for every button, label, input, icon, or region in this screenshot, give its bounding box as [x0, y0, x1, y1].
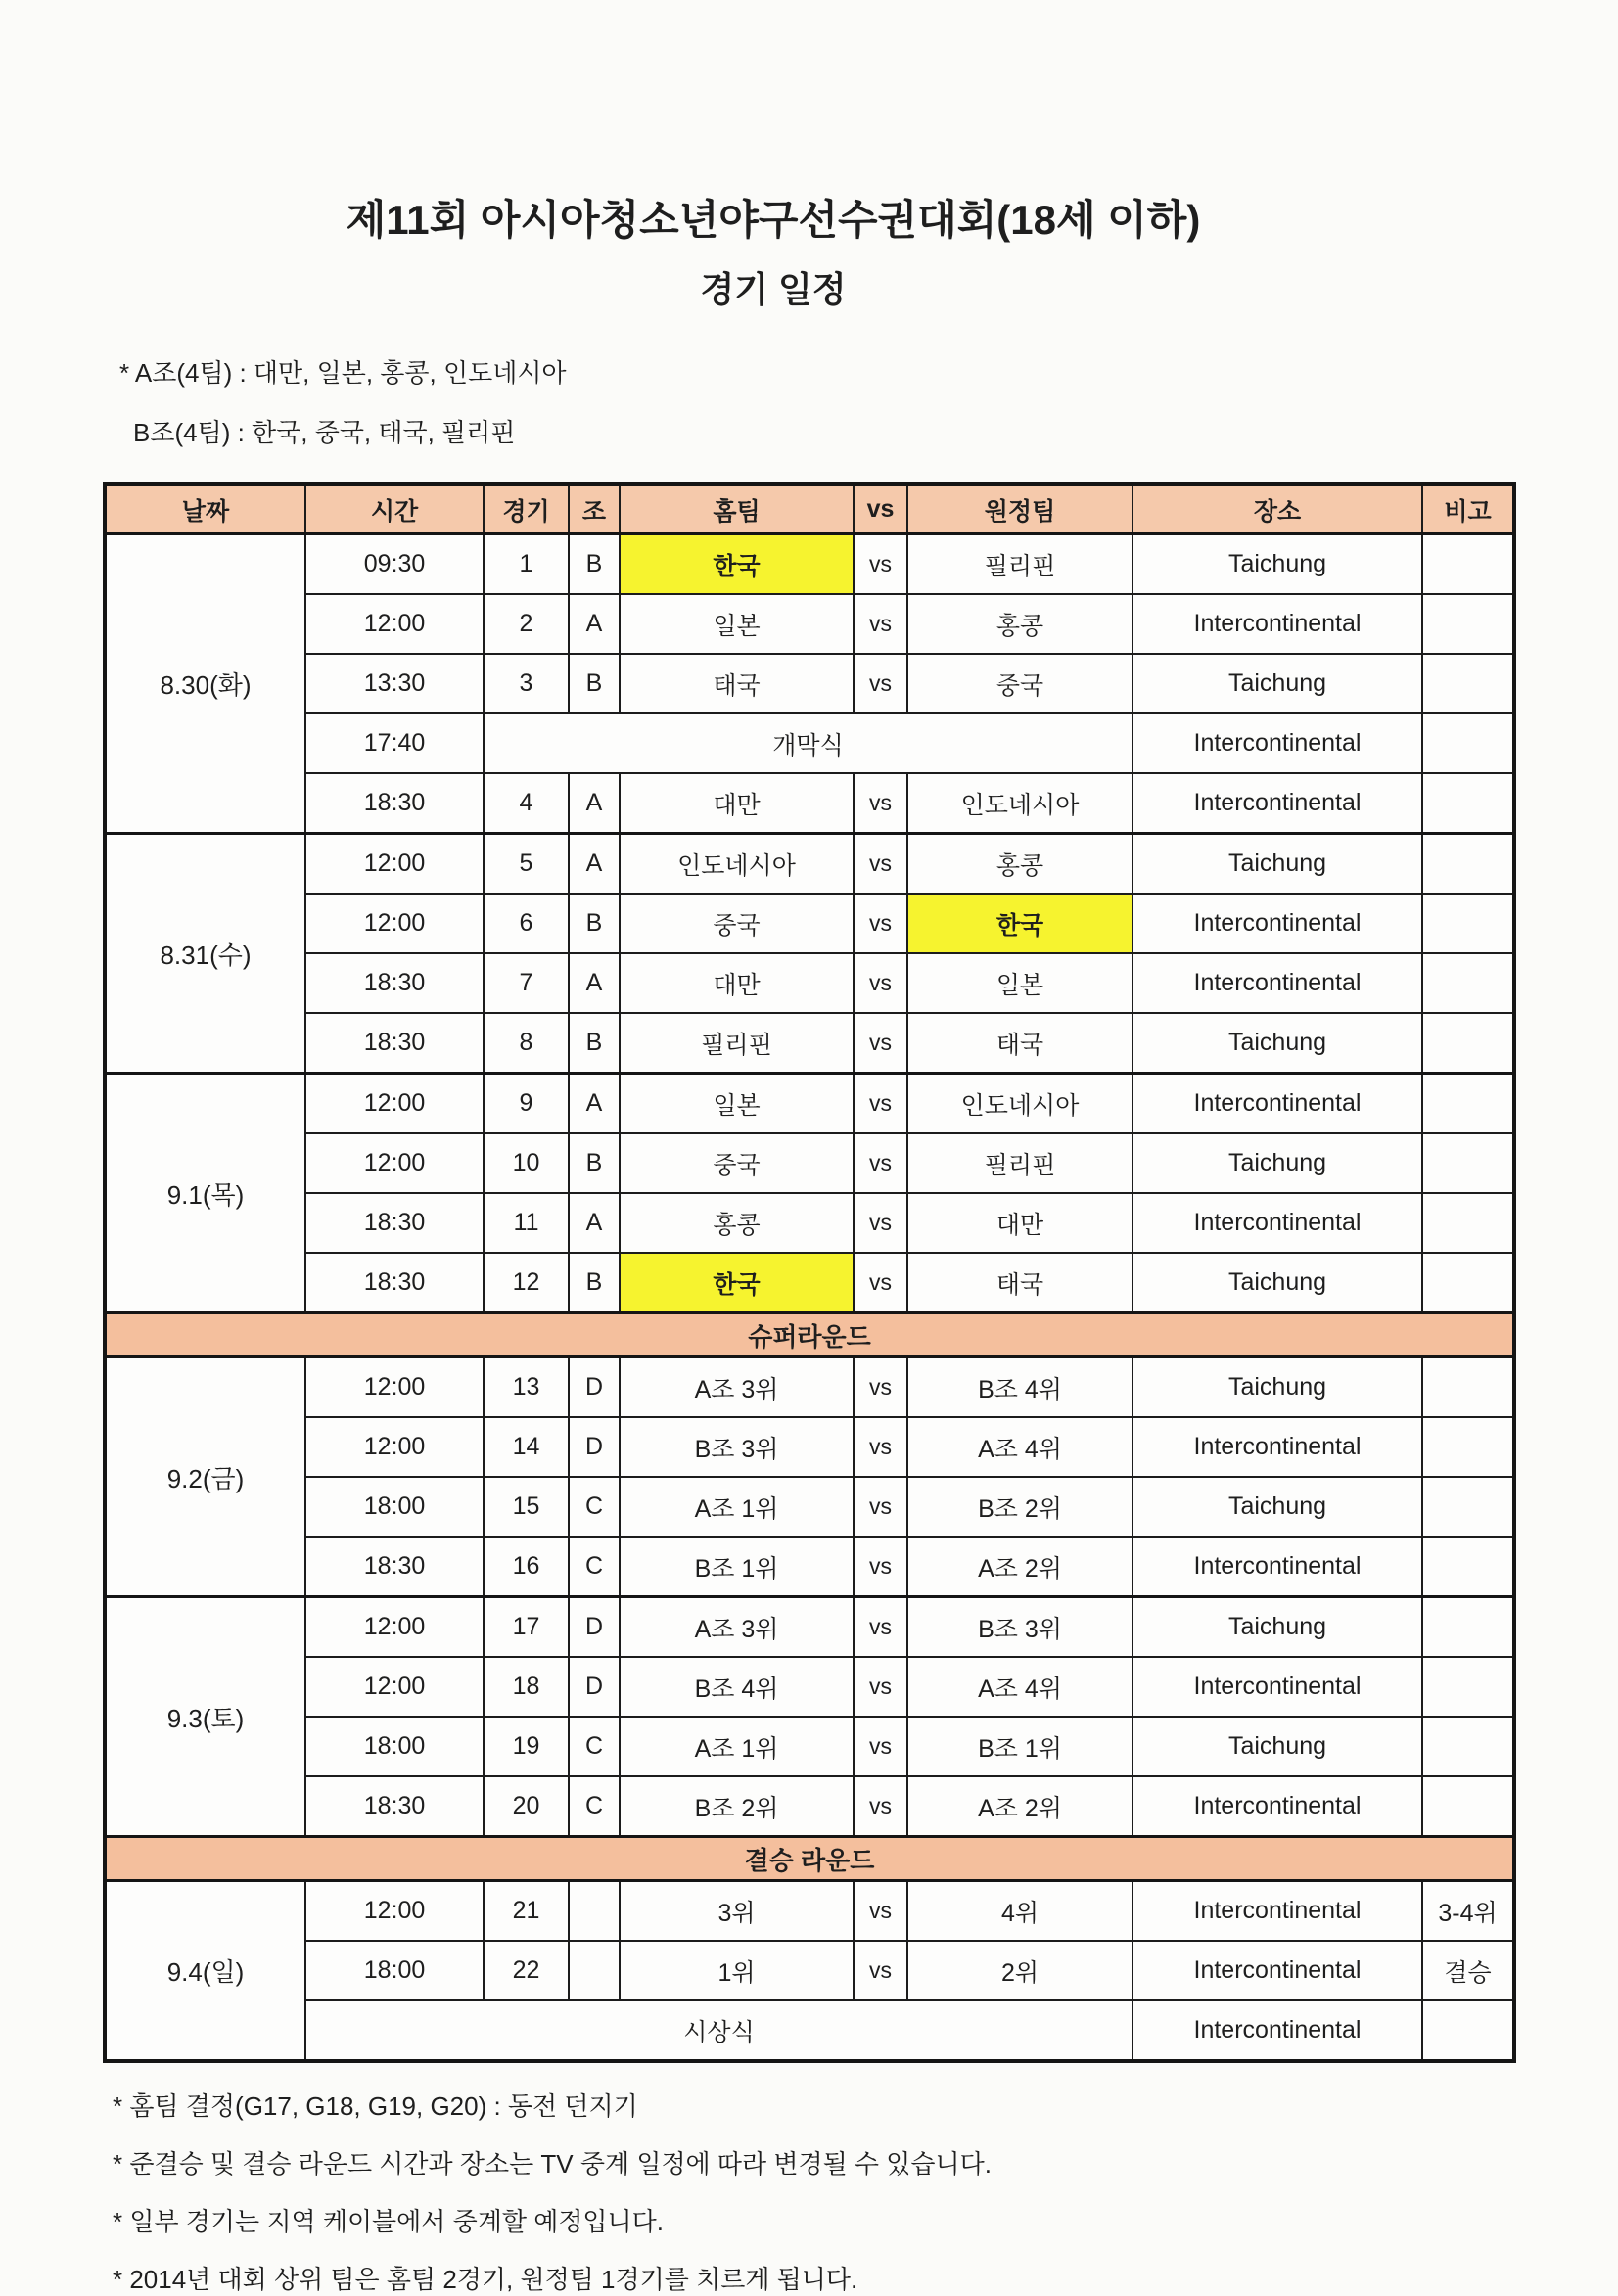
game-row — [105, 1776, 1514, 1837]
cell-home-team: 대만 — [620, 773, 854, 834]
game-row — [105, 534, 1514, 595]
cell-remark — [1422, 1133, 1514, 1193]
game-row — [105, 1597, 1514, 1658]
cell-away-team: 2위 — [907, 1941, 1133, 2000]
cell-vs: vs — [854, 834, 907, 895]
game-row — [105, 1357, 1514, 1418]
game-row — [105, 1717, 1514, 1776]
cell-time: 12:00 — [305, 594, 484, 654]
cell-home-team: 중국 — [620, 894, 854, 953]
cell-vs: vs — [854, 1133, 907, 1193]
footnote-3: * 2014년 대회 상위 팀은 홈팀 2경기, 원정팀 1경기를 치르게 됩니다. — [113, 2265, 858, 2294]
table-body — [105, 534, 1514, 2062]
cell-game-no: 6 — [484, 894, 569, 953]
cell-time: 12:00 — [305, 1074, 484, 1134]
col-header-6: 원정팀 — [907, 484, 1133, 534]
cell-remark — [1422, 594, 1514, 654]
game-row — [105, 1074, 1514, 1134]
cell-away-team: B조 3위 — [907, 1597, 1133, 1658]
cell-game-no: 17 — [484, 1597, 569, 1658]
document-title: 제11회 아시아청소년야구선수권대회(18세 이하) — [346, 197, 1201, 243]
cell-time: 12:00 — [305, 1657, 484, 1717]
round-band-label: 결승 라운드 — [105, 1837, 1514, 1881]
cell-game-no: 2 — [484, 594, 569, 654]
cell-venue: Taichung — [1133, 654, 1422, 713]
cell-home-team: B조 3위 — [620, 1417, 854, 1477]
date-cell: 8.31(수) — [105, 834, 305, 1074]
cell-home-team: 인도네시아 — [620, 834, 854, 895]
cell-remark — [1422, 773, 1514, 834]
cell-group: A — [569, 773, 620, 834]
cell-game-no: 20 — [484, 1776, 569, 1837]
cell-away-team: 4위 — [907, 1881, 1133, 1942]
col-header-3: 조 — [569, 484, 620, 534]
cell-remark — [1422, 1013, 1514, 1074]
cell-home-team: 한국 — [620, 1253, 854, 1313]
cell-home-team: 대만 — [620, 953, 854, 1013]
cell-home-team: A조 3위 — [620, 1357, 854, 1418]
cell-venue: Taichung — [1133, 1477, 1422, 1537]
cell-away-team: 태국 — [907, 1013, 1133, 1074]
cell-game-no: 11 — [484, 1193, 569, 1253]
cell-home-team: A조 3위 — [620, 1597, 854, 1658]
cell-group: A — [569, 594, 620, 654]
cell-group — [569, 1881, 620, 1942]
table-header — [105, 484, 1514, 534]
cell-remark — [1422, 2000, 1514, 2061]
cell-remark — [1422, 1717, 1514, 1776]
cell-home-team: 한국 — [620, 534, 854, 595]
col-header-2: 경기 — [484, 484, 569, 534]
cell-event-label: 개막식 — [484, 713, 1133, 773]
round-band-label: 슈퍼라운드 — [105, 1313, 1514, 1357]
cell-group: D — [569, 1357, 620, 1418]
cell-away-team: 중국 — [907, 654, 1133, 713]
cell-game-no: 12 — [484, 1253, 569, 1313]
cell-away-team: 인도네시아 — [907, 1074, 1133, 1134]
title-block — [98, 188, 1449, 312]
cell-group — [569, 1941, 620, 2000]
cell-venue: Taichung — [1133, 1597, 1422, 1658]
footnote-1: * 준결승 및 결승 라운드 시간과 장소는 TV 중계 일정에 따라 변경될 수 있습니다. — [113, 2149, 992, 2179]
cell-away-team: 필리핀 — [907, 534, 1133, 595]
cell-venue: Intercontinental — [1133, 1537, 1422, 1597]
cell-game-no: 3 — [484, 654, 569, 713]
cell-game-no: 21 — [484, 1881, 569, 1942]
cell-home-team: 필리핀 — [620, 1013, 854, 1074]
col-header-0: 날짜 — [105, 484, 305, 534]
date-cell: 8.30(화) — [105, 534, 305, 834]
cell-game-no: 7 — [484, 953, 569, 1013]
cell-time: 18:00 — [305, 1941, 484, 2000]
cell-game-no: 16 — [484, 1537, 569, 1597]
cell-group: A — [569, 1193, 620, 1253]
cell-vs: vs — [854, 1074, 907, 1134]
cell-group: C — [569, 1717, 620, 1776]
game-row — [105, 1537, 1514, 1597]
cell-vs: vs — [854, 894, 907, 953]
cell-away-team: B조 4위 — [907, 1357, 1133, 1418]
cell-group: D — [569, 1657, 620, 1717]
cell-venue: Taichung — [1133, 534, 1422, 595]
cell-group: B — [569, 1013, 620, 1074]
col-header-8: 비고 — [1422, 484, 1514, 534]
cell-venue: Intercontinental — [1133, 894, 1422, 953]
cell-vs: vs — [854, 1537, 907, 1597]
cell-time: 18:30 — [305, 1253, 484, 1313]
cell-venue: Taichung — [1133, 1013, 1422, 1074]
cell-home-team: A조 1위 — [620, 1717, 854, 1776]
cell-time: 17:40 — [305, 713, 484, 773]
cell-time: 18:30 — [305, 1537, 484, 1597]
document-subtitle: 경기 일정 — [700, 269, 847, 309]
round-band-row — [105, 1837, 1514, 1881]
cell-group: C — [569, 1477, 620, 1537]
cell-remark — [1422, 834, 1514, 895]
cell-venue: Intercontinental — [1133, 773, 1422, 834]
cell-venue: Intercontinental — [1133, 1881, 1422, 1942]
game-row — [105, 594, 1514, 654]
round-band-row — [105, 1313, 1514, 1357]
cell-time: 09:30 — [305, 534, 484, 595]
cell-group: C — [569, 1537, 620, 1597]
cell-remark — [1422, 1776, 1514, 1837]
cell-vs: vs — [854, 1657, 907, 1717]
cell-time: 18:00 — [305, 1717, 484, 1776]
cell-home-team: B조 1위 — [620, 1537, 854, 1597]
footnote-0: * 홈팀 결정(G17, G18, G19, G20) : 동전 던지기 — [113, 2091, 638, 2121]
cell-game-no: 10 — [484, 1133, 569, 1193]
cell-group: B — [569, 894, 620, 953]
cell-game-no: 22 — [484, 1941, 569, 2000]
cell-group: C — [569, 1776, 620, 1837]
cell-group: B — [569, 654, 620, 713]
cell-home-team: 1위 — [620, 1941, 854, 2000]
cell-time: 18:30 — [305, 773, 484, 834]
group-notes — [119, 353, 1618, 449]
cell-remark: 결승 — [1422, 1941, 1514, 2000]
cell-time: 12:00 — [305, 894, 484, 953]
game-row — [105, 1881, 1514, 1942]
game-row — [105, 1657, 1514, 1717]
cell-away-team: A조 4위 — [907, 1417, 1133, 1477]
cell-home-team: A조 1위 — [620, 1477, 854, 1537]
cell-time: 12:00 — [305, 1133, 484, 1193]
footnotes — [113, 2087, 1618, 2296]
col-header-7: 장소 — [1133, 484, 1422, 534]
game-row — [105, 1417, 1514, 1477]
cell-game-no: 14 — [484, 1417, 569, 1477]
game-row — [105, 953, 1514, 1013]
game-row — [105, 1193, 1514, 1253]
cell-away-team: 일본 — [907, 953, 1133, 1013]
cell-vs: vs — [854, 1253, 907, 1313]
cell-home-team: 3위 — [620, 1881, 854, 1942]
cell-group: A — [569, 834, 620, 895]
cell-remark — [1422, 1253, 1514, 1313]
footnote-2: * 일부 경기는 지역 케이블에서 중계할 예정입니다. — [113, 2207, 665, 2236]
cell-venue: Intercontinental — [1133, 1417, 1422, 1477]
cell-vs: vs — [854, 594, 907, 654]
cell-time: 12:00 — [305, 1881, 484, 1942]
cell-home-team: 일본 — [620, 1074, 854, 1134]
cell-remark — [1422, 534, 1514, 595]
cell-away-team: 인도네시아 — [907, 773, 1133, 834]
game-row — [105, 1253, 1514, 1313]
cell-home-team: 태국 — [620, 654, 854, 713]
game-row — [105, 1133, 1514, 1193]
cell-group: B — [569, 1133, 620, 1193]
group-note-b: B조(4팀) : 한국, 중국, 태국, 필리핀 — [133, 418, 516, 447]
cell-venue: Intercontinental — [1133, 713, 1422, 773]
col-header-5: vs — [854, 484, 907, 534]
cell-time: 18:30 — [305, 1776, 484, 1837]
cell-event-label: 시상식 — [305, 2000, 1133, 2061]
cell-away-team: B조 2위 — [907, 1477, 1133, 1537]
cell-vs: vs — [854, 1941, 907, 2000]
cell-venue: Intercontinental — [1133, 1193, 1422, 1253]
cell-away-team: 필리핀 — [907, 1133, 1133, 1193]
cell-away-team: 홍콩 — [907, 834, 1133, 895]
cell-group: B — [569, 534, 620, 595]
cell-remark — [1422, 1657, 1514, 1717]
cell-remark — [1422, 713, 1514, 773]
cell-remark: 3-4위 — [1422, 1881, 1514, 1942]
date-cell: 9.3(토) — [105, 1597, 305, 1837]
cell-vs: vs — [854, 1013, 907, 1074]
cell-away-team: A조 4위 — [907, 1657, 1133, 1717]
cell-remark — [1422, 1193, 1514, 1253]
cell-home-team: 중국 — [620, 1133, 854, 1193]
group-note-a: * A조(4팀) : 대만, 일본, 홍콩, 인도네시아 — [119, 358, 567, 388]
col-header-1: 시간 — [305, 484, 484, 534]
cell-venue: Intercontinental — [1133, 594, 1422, 654]
cell-vs: vs — [854, 1193, 907, 1253]
ceremony-row — [105, 2000, 1514, 2061]
game-row — [105, 654, 1514, 713]
cell-time: 12:00 — [305, 1597, 484, 1658]
cell-game-no: 8 — [484, 1013, 569, 1074]
cell-game-no: 9 — [484, 1074, 569, 1134]
cell-remark — [1422, 1417, 1514, 1477]
game-row — [105, 894, 1514, 953]
cell-time: 12:00 — [305, 834, 484, 895]
schedule-table — [103, 482, 1516, 2063]
cell-away-team: 대만 — [907, 1193, 1133, 1253]
cell-time: 18:30 — [305, 1013, 484, 1074]
cell-venue: Taichung — [1133, 1133, 1422, 1193]
cell-time: 18:30 — [305, 953, 484, 1013]
cell-vs: vs — [854, 1717, 907, 1776]
cell-vs: vs — [854, 654, 907, 713]
cell-game-no: 1 — [484, 534, 569, 595]
cell-time: 18:30 — [305, 1193, 484, 1253]
cell-home-team: 홍콩 — [620, 1193, 854, 1253]
cell-group: B — [569, 1253, 620, 1313]
col-header-4: 홈팀 — [620, 484, 854, 534]
cell-time: 12:00 — [305, 1357, 484, 1418]
cell-remark — [1422, 654, 1514, 713]
cell-away-team: A조 2위 — [907, 1776, 1133, 1837]
cell-away-team: 태국 — [907, 1253, 1133, 1313]
cell-remark — [1422, 953, 1514, 1013]
cell-time: 12:00 — [305, 1417, 484, 1477]
cell-vs: vs — [854, 1477, 907, 1537]
cell-remark — [1422, 1357, 1514, 1418]
cell-venue: Intercontinental — [1133, 2000, 1422, 2061]
cell-remark — [1422, 1597, 1514, 1658]
cell-away-team: B조 1위 — [907, 1717, 1133, 1776]
cell-venue: Intercontinental — [1133, 1941, 1422, 2000]
cell-venue: Intercontinental — [1133, 1776, 1422, 1837]
cell-vs: vs — [854, 953, 907, 1013]
cell-venue: Taichung — [1133, 834, 1422, 895]
cell-venue: Taichung — [1133, 1253, 1422, 1313]
cell-vs: vs — [854, 1357, 907, 1418]
cell-remark — [1422, 1537, 1514, 1597]
cell-time: 13:30 — [305, 654, 484, 713]
cell-game-no: 5 — [484, 834, 569, 895]
cell-home-team: B조 2위 — [620, 1776, 854, 1837]
cell-group: D — [569, 1417, 620, 1477]
cell-game-no: 15 — [484, 1477, 569, 1537]
game-row — [105, 1013, 1514, 1074]
game-row — [105, 1941, 1514, 2000]
cell-group: A — [569, 953, 620, 1013]
cell-vs: vs — [854, 1597, 907, 1658]
date-cell: 9.1(목) — [105, 1074, 305, 1313]
cell-game-no: 4 — [484, 773, 569, 834]
game-row — [105, 834, 1514, 895]
cell-remark — [1422, 894, 1514, 953]
cell-game-no: 18 — [484, 1657, 569, 1717]
cell-venue: Intercontinental — [1133, 1074, 1422, 1134]
cell-group: A — [569, 1074, 620, 1134]
cell-group: D — [569, 1597, 620, 1658]
cell-remark — [1422, 1074, 1514, 1134]
cell-home-team: 일본 — [620, 594, 854, 654]
cell-vs: vs — [854, 1417, 907, 1477]
cell-away-team: 홍콩 — [907, 594, 1133, 654]
ceremony-row — [105, 713, 1514, 773]
cell-venue: Intercontinental — [1133, 953, 1422, 1013]
cell-away-team: A조 2위 — [907, 1537, 1133, 1597]
cell-venue: Taichung — [1133, 1357, 1422, 1418]
cell-game-no: 19 — [484, 1717, 569, 1776]
cell-remark — [1422, 1477, 1514, 1537]
cell-time: 18:00 — [305, 1477, 484, 1537]
date-cell: 9.2(금) — [105, 1357, 305, 1597]
game-row — [105, 1477, 1514, 1537]
cell-venue: Taichung — [1133, 1717, 1422, 1776]
cell-vs: vs — [854, 1881, 907, 1942]
cell-game-no: 13 — [484, 1357, 569, 1418]
cell-home-team: B조 4위 — [620, 1657, 854, 1717]
cell-vs: vs — [854, 534, 907, 595]
cell-venue: Intercontinental — [1133, 1657, 1422, 1717]
cell-vs: vs — [854, 1776, 907, 1837]
date-cell: 9.4(일) — [105, 1881, 305, 2062]
cell-away-team: 한국 — [907, 894, 1133, 953]
game-row — [105, 773, 1514, 834]
cell-vs: vs — [854, 773, 907, 834]
